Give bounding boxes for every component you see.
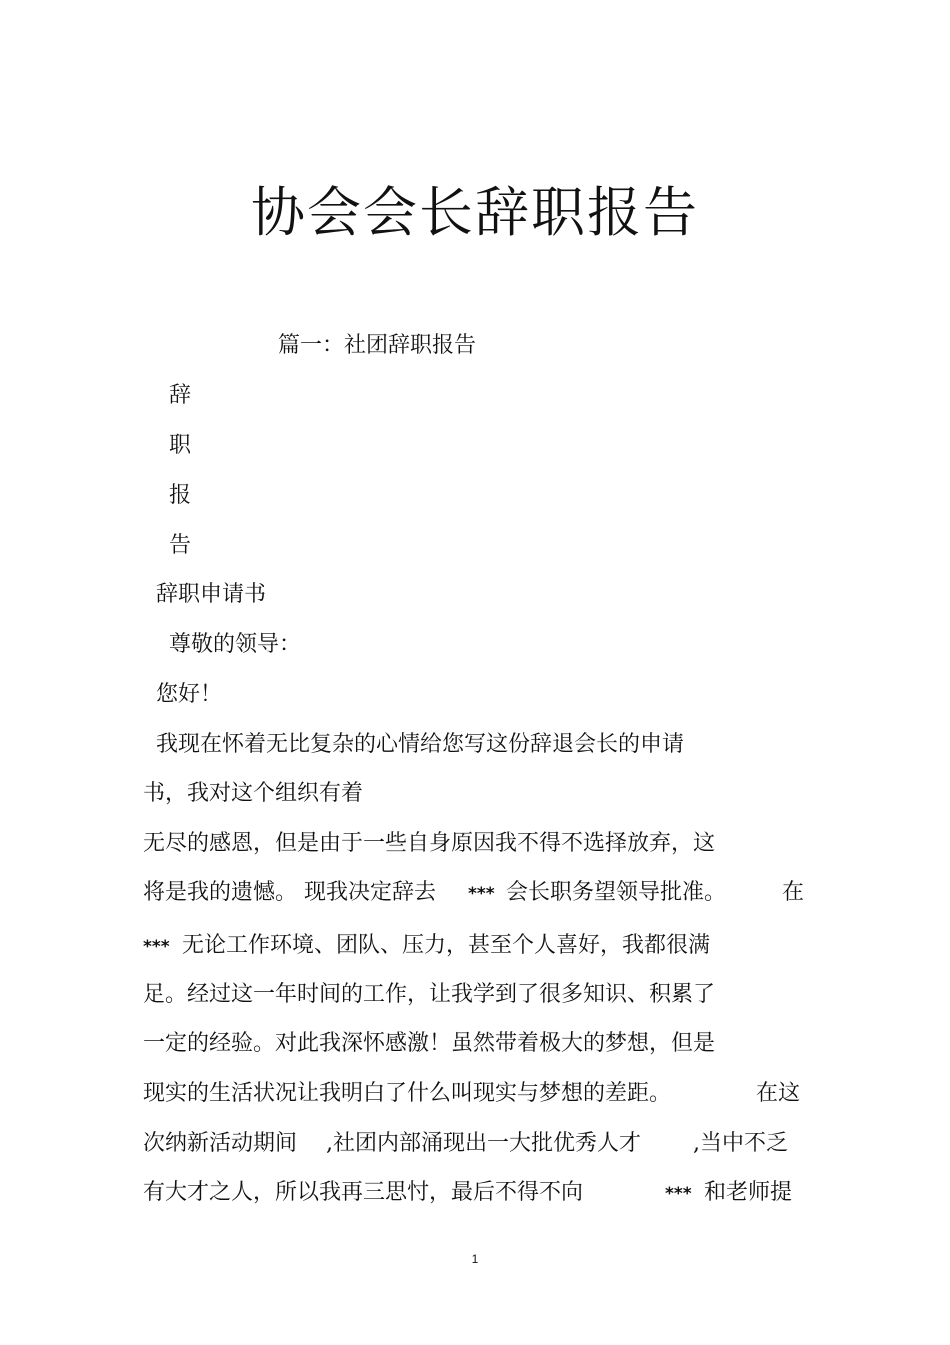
paragraph-line-segment: 现实的生活状况让我明白了什么叫现实与梦想的差距。: [143, 1081, 672, 1106]
vertical-char-3: 报: [169, 483, 192, 508]
paragraph-line-segment: 无论工作环境、团队、压力，甚至个人喜好，我都很满: [182, 933, 711, 958]
paragraph-line: 我现在怀着无比复杂的心情给您写这份辞退会长的申请: [156, 732, 685, 757]
vertical-char-1: 辞: [169, 383, 192, 408]
paragraph-line-segment: 在: [782, 880, 805, 905]
document-title: 协会会长辞职报告: [251, 181, 699, 244]
paragraph-line-segment: 和老师提: [704, 1180, 793, 1205]
vertical-char-4: 告: [169, 533, 192, 558]
paragraph-line: 书，我对这个组织有着: [143, 781, 364, 806]
section-heading: 篇一：社团辞职报告: [278, 333, 477, 358]
redacted-marker: ***: [665, 1184, 692, 1204]
page-number: 1: [471, 1252, 479, 1266]
paragraph-line-segment: 在这: [756, 1081, 801, 1106]
paragraph-line-segment: 会长职务望领导批准。: [506, 880, 727, 905]
paragraph-line-segment: ,社团内部涌现出一大批优秀人才: [326, 1131, 641, 1156]
paragraph-line: 足。经过这一年时间的工作，让我学到了很多知识、积累了: [143, 982, 716, 1007]
paragraph-line-segment: 将是我的遗憾。 现我决定辞去: [143, 880, 436, 905]
paragraph-line: 无尽的感恩，但是由于一些自身原因我不得不选择放弃，这: [143, 831, 716, 856]
paragraph-line-segment: 有大才之人，所以我再三思忖，最后不得不向: [143, 1180, 584, 1205]
vertical-char-2: 职: [169, 433, 192, 458]
letter-title: 辞职申请书: [156, 582, 267, 607]
salutation: 尊敬的领导：: [169, 632, 302, 657]
paragraph-line-segment: ,当中不乏: [693, 1131, 788, 1156]
redacted-marker: ***: [468, 884, 495, 904]
paragraph-line-segment: 次纳新活动期间: [143, 1131, 298, 1156]
paragraph-line: 一定的经验。对此我深怀感激！虽然带着极大的梦想，但是: [143, 1031, 716, 1056]
greeting: 您好！: [156, 682, 223, 707]
redacted-marker: ***: [143, 937, 170, 957]
